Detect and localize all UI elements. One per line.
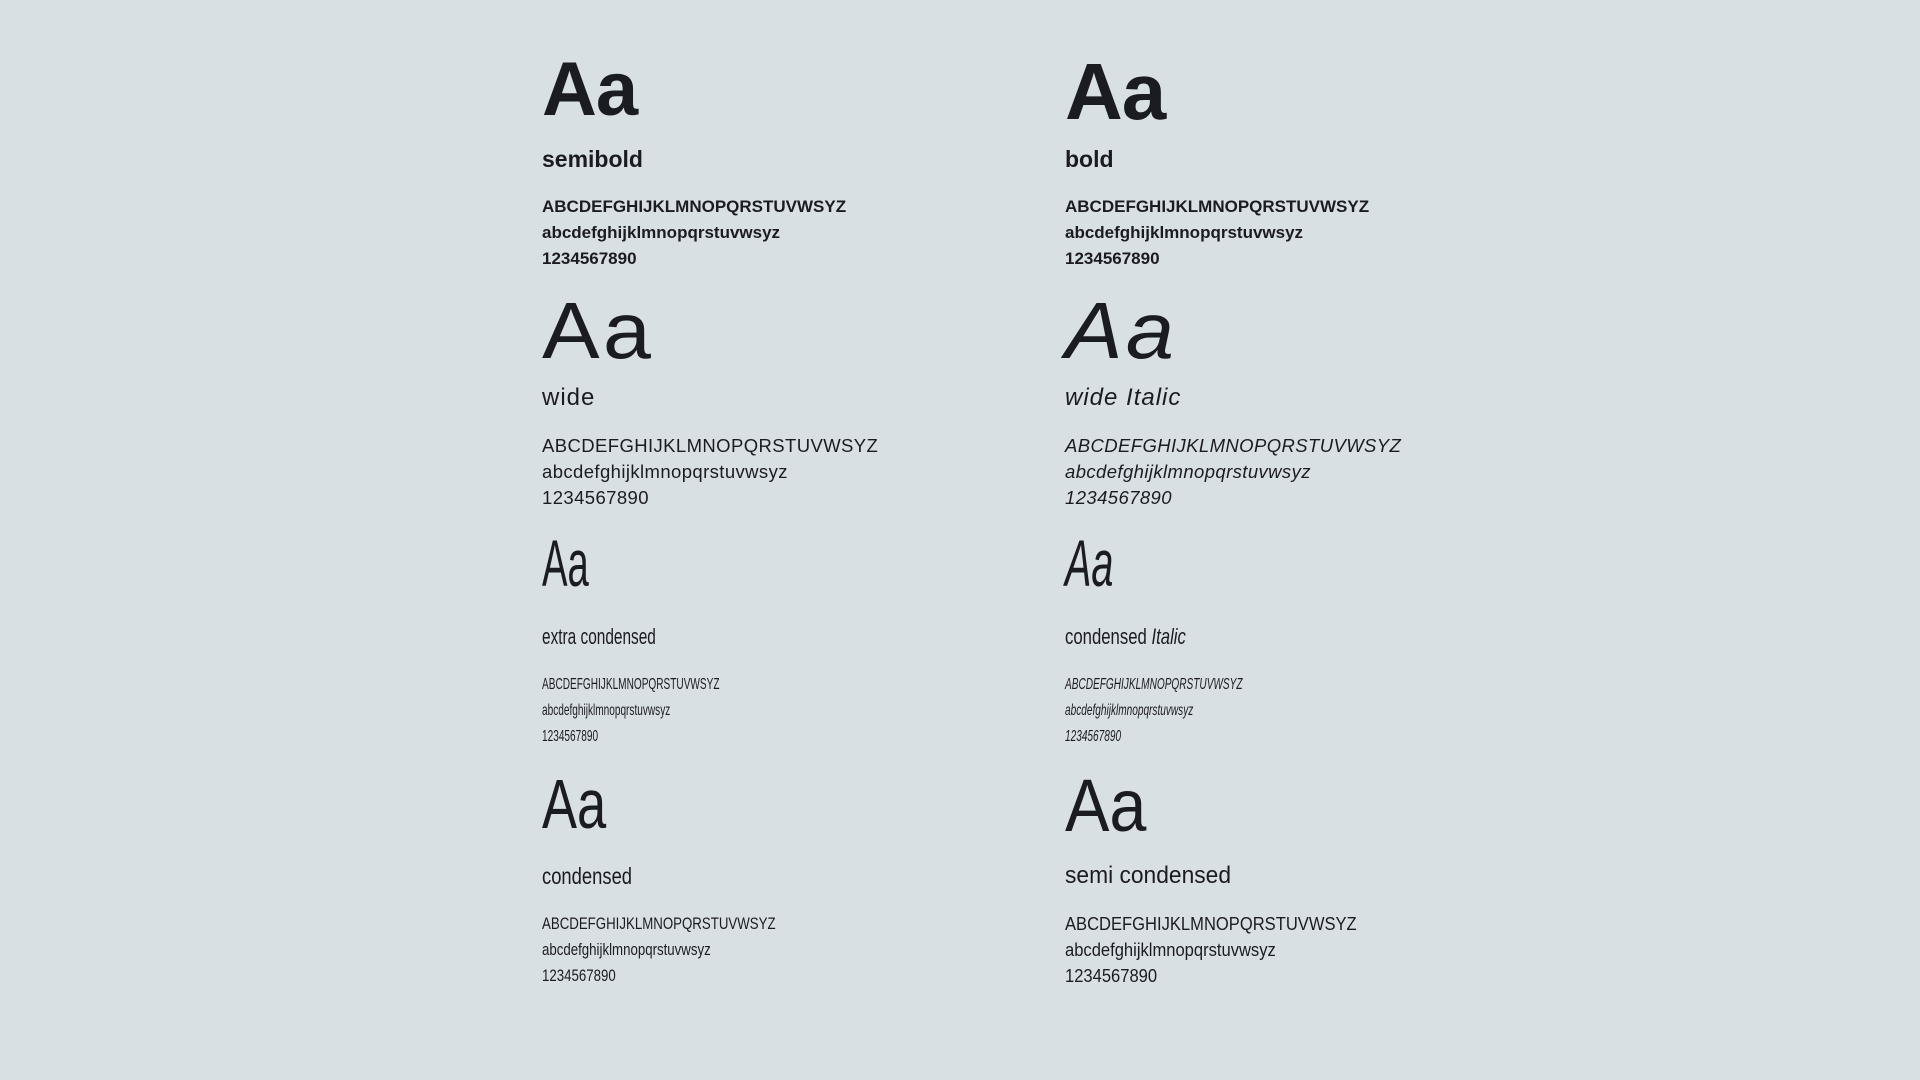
lowercase-alphabet: abcdefghijklmnopqrstuvwsyz bbox=[542, 702, 671, 719]
style-name-regular-part: condensed bbox=[1065, 624, 1147, 649]
digits: 1234567890 bbox=[1065, 728, 1122, 745]
specimen-charset bbox=[1065, 911, 1545, 989]
lowercase-alphabet: abcdefghijklmnopqrstuvwsyz bbox=[1065, 461, 1311, 482]
uppercase-alphabet: ABCDEFGHIJKLMNOPQRSTUVWSYZ bbox=[1065, 435, 1402, 456]
specimen-style-name: condensed bbox=[542, 863, 633, 889]
digits: 1234567890 bbox=[1065, 966, 1158, 986]
specimen-style-name: wide bbox=[542, 384, 596, 411]
specimen-style-name: semi condensed bbox=[1065, 862, 1232, 889]
specimen-charset bbox=[542, 433, 1022, 511]
uppercase-alphabet: ABCDEFGHIJKLMNOPQRSTUVWSYZ bbox=[1065, 676, 1243, 693]
lowercase-alphabet: abcdefghijklmnopqrstuvwsyz bbox=[1065, 702, 1194, 719]
specimen-glyph: Aa bbox=[542, 47, 638, 132]
lowercase-alphabet: abcdefghijklmnopqrstuvwsyz bbox=[542, 940, 711, 959]
specimen-glyph: Aa bbox=[1065, 286, 1178, 375]
style-name-italic-part: Italic bbox=[1151, 624, 1186, 649]
specimen-style-name: wide Italic bbox=[1065, 384, 1182, 411]
specimen-charset bbox=[542, 911, 1022, 989]
digits: 1234567890 bbox=[1065, 249, 1160, 268]
specimen-charset bbox=[542, 672, 1022, 750]
lowercase-alphabet: abcdefghijklmnopqrstuvwsyz bbox=[542, 223, 781, 242]
specimen-condensed bbox=[542, 765, 1022, 989]
specimen-extra-condensed bbox=[542, 526, 1022, 750]
specimen-style-name bbox=[1065, 622, 1430, 652]
specimen-glyph: Aa bbox=[1065, 47, 1166, 136]
uppercase-alphabet: ABCDEFGHIJKLMNOPQRSTUVWSYZ bbox=[542, 435, 879, 456]
specimen-charset bbox=[1065, 433, 1545, 511]
specimen-style-name: semibold bbox=[542, 146, 643, 172]
specimen-wide-italic bbox=[1065, 286, 1545, 511]
specimen-glyph: Aa bbox=[1065, 764, 1147, 847]
specimen-glyph: Aa bbox=[542, 526, 589, 600]
specimen-charset bbox=[1065, 672, 1545, 750]
specimen-glyph: Aa bbox=[542, 286, 655, 375]
uppercase-alphabet: ABCDEFGHIJKLMNOPQRSTUVWSYZ bbox=[1065, 197, 1370, 216]
specimen-glyph: Aa bbox=[542, 765, 607, 843]
specimen-style-name: extra condensed bbox=[542, 624, 656, 649]
specimen-semi-condensed bbox=[1065, 764, 1545, 989]
specimen-wide bbox=[542, 286, 1022, 511]
specimen-style-name: bold bbox=[1065, 146, 1114, 172]
uppercase-alphabet: ABCDEFGHIJKLMNOPQRSTUVWSYZ bbox=[542, 197, 847, 216]
specimen-semibold bbox=[542, 47, 1022, 272]
uppercase-alphabet: ABCDEFGHIJKLMNOPQRSTUVWSYZ bbox=[542, 914, 776, 933]
specimen-bold bbox=[1065, 47, 1545, 272]
digits: 1234567890 bbox=[542, 728, 599, 745]
digits: 1234567890 bbox=[542, 487, 649, 508]
digits: 1234567890 bbox=[542, 966, 616, 985]
digits: 1234567890 bbox=[1065, 487, 1172, 508]
uppercase-alphabet: ABCDEFGHIJKLMNOPQRSTUVWSYZ bbox=[542, 676, 720, 693]
specimen-condensed-italic bbox=[1065, 526, 1545, 750]
uppercase-alphabet: ABCDEFGHIJKLMNOPQRSTUVWSYZ bbox=[1065, 914, 1357, 934]
lowercase-alphabet: abcdefghijklmnopqrstuvwsyz bbox=[1065, 940, 1276, 960]
specimen-charset bbox=[542, 194, 1022, 272]
lowercase-alphabet: abcdefghijklmnopqrstuvwsyz bbox=[542, 461, 788, 482]
lowercase-alphabet: abcdefghijklmnopqrstuvwsyz bbox=[1065, 223, 1304, 242]
specimen-glyph: Aa bbox=[1065, 526, 1114, 600]
digits: 1234567890 bbox=[542, 249, 637, 268]
specimen-charset bbox=[1065, 194, 1545, 272]
